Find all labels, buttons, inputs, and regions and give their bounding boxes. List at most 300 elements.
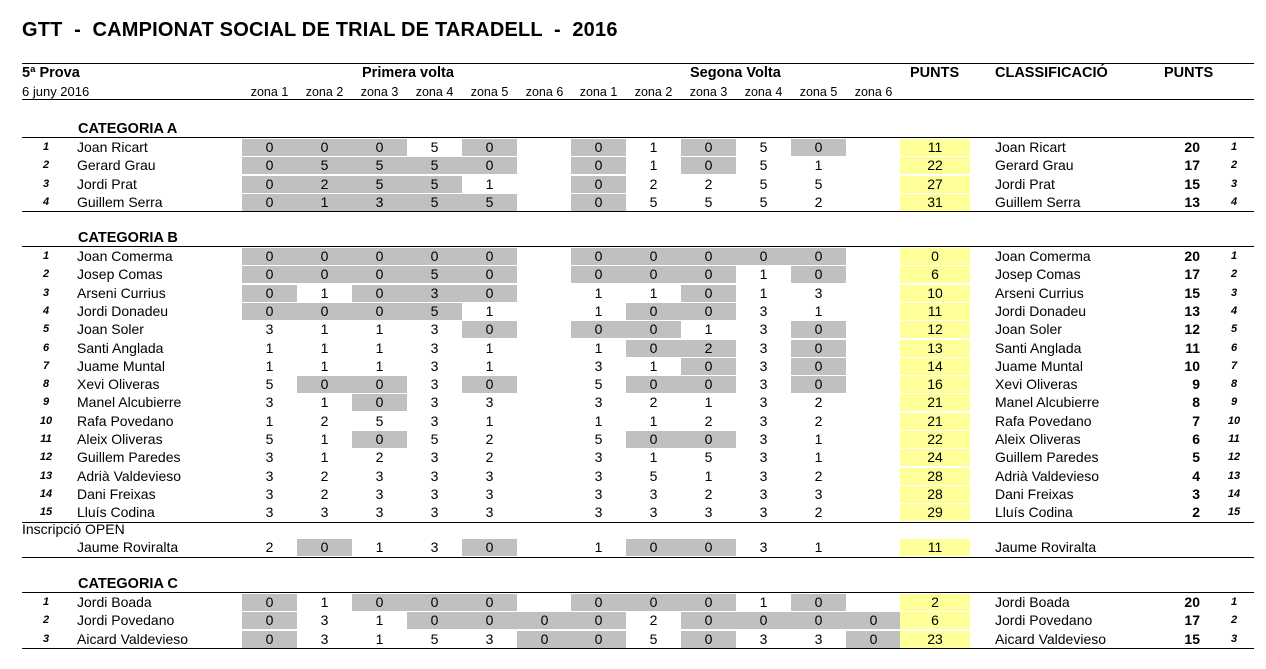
zone-score: 5 bbox=[375, 413, 384, 429]
zone-score: 3 bbox=[375, 468, 384, 484]
classification-points: 20 bbox=[1184, 594, 1200, 610]
zone-score: 1 bbox=[320, 594, 329, 610]
zone-header-2: zona 2 bbox=[305, 85, 344, 99]
zone-score bbox=[517, 431, 572, 448]
zone-score: 5 bbox=[430, 431, 439, 447]
open-label: Inscripció OPEN bbox=[22, 521, 125, 537]
zone-score: 0 bbox=[791, 266, 846, 283]
zone-score: 5 bbox=[265, 376, 274, 392]
zone-score: 0 bbox=[242, 194, 297, 211]
zone-score: 3 bbox=[265, 449, 274, 465]
zone-score: 3 bbox=[430, 504, 439, 520]
zone-score: 5 bbox=[704, 449, 713, 465]
zone-score: 3 bbox=[320, 631, 329, 647]
zone-score: 5 bbox=[649, 631, 658, 647]
zone-score: 3 bbox=[430, 539, 439, 555]
rider-name: Xevi Oliveras bbox=[77, 376, 160, 392]
zone-score: 2 bbox=[814, 468, 823, 484]
zone-score: 3 bbox=[320, 504, 329, 520]
zone-score bbox=[846, 176, 901, 193]
page-title: GTT - CAMPIONAT SOCIAL DE TRIAL DE TARADELL - 2016 bbox=[22, 19, 618, 41]
zone-score bbox=[846, 321, 901, 338]
zone-score: 3 bbox=[430, 340, 439, 356]
classification-rank: 1 bbox=[1230, 250, 1238, 262]
rider-name: Juame Muntal bbox=[77, 358, 165, 374]
zone-score: 1 bbox=[375, 612, 384, 628]
zone-score: 0 bbox=[571, 266, 626, 283]
zone-score bbox=[846, 285, 901, 302]
zone-score: 1 bbox=[649, 139, 658, 155]
rider-name: Jordi Prat bbox=[77, 176, 137, 192]
classification-name: Lluís Codina bbox=[995, 504, 1073, 520]
classification-points: 12 bbox=[1184, 321, 1200, 337]
zone-score: 0 bbox=[352, 248, 407, 265]
classification-points: 15 bbox=[1184, 631, 1200, 647]
zone-score: 1 bbox=[814, 431, 823, 447]
classification-points: 13 bbox=[1184, 303, 1200, 319]
zone-score: 1 bbox=[594, 303, 603, 319]
zone-score: 3 bbox=[759, 539, 768, 555]
zone-score: 1 bbox=[320, 285, 329, 301]
zone-score: 5 bbox=[407, 303, 462, 320]
zone-score bbox=[846, 376, 901, 393]
table-row bbox=[0, 631, 1266, 649]
classification-rank: 3 bbox=[1230, 633, 1238, 645]
zone-score: 0 bbox=[242, 157, 297, 174]
zone-score: 1 bbox=[649, 157, 658, 173]
zone-score: 5 bbox=[649, 194, 658, 210]
zone-score: 0 bbox=[681, 266, 736, 283]
rider-name: Jordi Donadeu bbox=[77, 303, 169, 319]
zone-score: 3 bbox=[265, 321, 274, 337]
rider-name: Joan Soler bbox=[77, 321, 144, 337]
zone-score bbox=[517, 594, 572, 611]
zone-score: 0 bbox=[626, 376, 681, 393]
zone-score bbox=[517, 139, 572, 156]
zone-score: 0 bbox=[242, 176, 297, 193]
classification-points: 4 bbox=[1192, 468, 1200, 484]
zone-score: 3 bbox=[430, 358, 439, 374]
zone-score: 3 bbox=[759, 431, 768, 447]
rider-number: 4 bbox=[42, 196, 50, 208]
zone-header-8: zona 2 bbox=[634, 85, 673, 99]
classification-rank: 9 bbox=[1230, 396, 1238, 408]
zone-score: 0 bbox=[571, 631, 626, 648]
zone-score: 0 bbox=[681, 539, 736, 556]
classification-rank bbox=[1222, 539, 1246, 556]
zone-score: 1 bbox=[649, 285, 658, 301]
zone-score: 3 bbox=[485, 486, 494, 502]
classification-rank: 5 bbox=[1230, 323, 1238, 335]
zone-header-10: zona 4 bbox=[744, 85, 783, 99]
zone-score: 0 bbox=[462, 139, 517, 156]
classification-name: Joan Ricart bbox=[995, 139, 1066, 155]
zone-score: 1 bbox=[375, 358, 384, 374]
rider-number: 12 bbox=[39, 451, 53, 463]
rider-number bbox=[36, 539, 56, 556]
zone-score bbox=[846, 486, 901, 503]
classification-points: 2 bbox=[1192, 504, 1200, 520]
zone-score: 0 bbox=[626, 321, 681, 338]
table-row bbox=[0, 504, 1266, 522]
zone-score: 0 bbox=[571, 139, 626, 156]
table-row bbox=[0, 594, 1266, 612]
zone-score: 0 bbox=[462, 285, 517, 302]
zone-score: 0 bbox=[791, 358, 846, 375]
rider-number: 5 bbox=[42, 323, 50, 335]
zone-score: 3 bbox=[430, 376, 439, 392]
zone-score: 1 bbox=[759, 594, 768, 610]
table-row bbox=[0, 139, 1266, 157]
classification-points: 20 bbox=[1184, 248, 1200, 264]
rider-number: 9 bbox=[42, 396, 50, 408]
classification-rank: 2 bbox=[1230, 614, 1238, 626]
zone-score: 3 bbox=[485, 394, 494, 410]
rider-number: 6 bbox=[42, 342, 50, 354]
zone-score: 0 bbox=[791, 612, 846, 629]
zone-score: 0 bbox=[352, 594, 407, 611]
zone-score: 3 bbox=[759, 631, 768, 647]
zone-score bbox=[846, 358, 901, 375]
zone-score: 2 bbox=[649, 176, 658, 192]
zone-score: 3 bbox=[759, 413, 768, 429]
classification-rank: 12 bbox=[1227, 451, 1241, 463]
classification-rank: 1 bbox=[1230, 596, 1238, 608]
zone-score: 0 bbox=[736, 612, 791, 629]
zone-score: 3 bbox=[430, 486, 439, 502]
total-points: 23 bbox=[900, 631, 970, 648]
classification-points: 5 bbox=[1192, 449, 1200, 465]
classification-rank: 14 bbox=[1227, 488, 1241, 500]
classification-name: Jaume Roviralta bbox=[995, 539, 1097, 555]
zone-score: 3 bbox=[594, 504, 603, 520]
classification-name: Josep Comas bbox=[995, 266, 1081, 282]
zone-score: 5 bbox=[430, 139, 439, 155]
rider-name: Joan Ricart bbox=[77, 139, 148, 155]
zone-score: 5 bbox=[352, 176, 407, 193]
zone-score: 0 bbox=[352, 431, 407, 448]
zone-score: 5 bbox=[352, 157, 407, 174]
zone-score: 1 bbox=[814, 157, 823, 173]
zone-score: 0 bbox=[242, 139, 297, 156]
total-points: 22 bbox=[900, 431, 970, 448]
zone-score: 0 bbox=[846, 631, 901, 648]
zone-score: 0 bbox=[297, 266, 352, 283]
classification-rank: 6 bbox=[1230, 342, 1238, 354]
classification-name: Adrià Valdevieso bbox=[995, 468, 1100, 484]
zone-score bbox=[846, 431, 901, 448]
classification-points: 13 bbox=[1184, 194, 1200, 210]
zone-score: 5 bbox=[759, 194, 768, 210]
zone-score: 2 bbox=[814, 194, 823, 210]
classification-rank: 4 bbox=[1230, 196, 1238, 208]
rider-name: Arseni Currius bbox=[77, 285, 166, 301]
zone-score bbox=[517, 285, 572, 302]
zone-score: 1 bbox=[649, 449, 658, 465]
zone-score: 0 bbox=[571, 176, 626, 193]
zone-score: 3 bbox=[759, 340, 768, 356]
zone-score: 1 bbox=[594, 285, 603, 301]
zone-header-11: zona 5 bbox=[799, 85, 838, 99]
total-points: 29 bbox=[900, 504, 970, 521]
zone-score: 0 bbox=[626, 340, 681, 357]
classification-points: 17 bbox=[1184, 157, 1200, 173]
zone-score: 5 bbox=[594, 431, 603, 447]
zone-score: 0 bbox=[681, 303, 736, 320]
zone-score: 0 bbox=[681, 431, 736, 448]
zone-score: 0 bbox=[462, 612, 517, 629]
zone-score: 0 bbox=[462, 594, 517, 611]
table-row bbox=[0, 176, 1266, 194]
zone-score: 3 bbox=[594, 358, 603, 374]
zone-score: 0 bbox=[242, 303, 297, 320]
zone-score: 1 bbox=[320, 358, 329, 374]
zone-header-4: zona 4 bbox=[415, 85, 454, 99]
classification-name: Joan Soler bbox=[995, 321, 1062, 337]
zone-score: 0 bbox=[681, 358, 736, 375]
category-rule bbox=[22, 246, 1254, 247]
zone-score: 3 bbox=[814, 631, 823, 647]
classification-rank: 2 bbox=[1230, 268, 1238, 280]
total-points: 21 bbox=[900, 394, 970, 411]
rider-number: 3 bbox=[42, 287, 50, 299]
zone-score: 2 bbox=[681, 340, 736, 357]
zone-score: 3 bbox=[759, 394, 768, 410]
zone-score bbox=[846, 394, 901, 411]
classification-name: Gerard Grau bbox=[995, 157, 1074, 173]
zone-score: 5 bbox=[759, 176, 768, 192]
rider-name: Aicard Valdevieso bbox=[77, 631, 189, 647]
zone-score: 0 bbox=[462, 248, 517, 265]
rider-name: Adrià Valdevieso bbox=[77, 468, 182, 484]
total-points: 11 bbox=[900, 303, 970, 320]
zone-score: 3 bbox=[594, 449, 603, 465]
rider-number: 8 bbox=[42, 378, 50, 390]
zone-score: 3 bbox=[759, 468, 768, 484]
category-end-rule bbox=[22, 648, 1254, 649]
classification-name: Guillem Serra bbox=[995, 194, 1081, 210]
zone-score: 0 bbox=[681, 631, 736, 648]
zone-score: 0 bbox=[626, 431, 681, 448]
category-end-rule bbox=[22, 211, 1254, 212]
zone-score bbox=[517, 266, 572, 283]
zone-score: 0 bbox=[846, 612, 901, 629]
zone-score bbox=[517, 486, 572, 503]
zone-score: 5 bbox=[462, 194, 517, 211]
classification-rank: 3 bbox=[1230, 178, 1238, 190]
zone-score: 0 bbox=[352, 139, 407, 156]
zone-score bbox=[846, 468, 901, 485]
zone-score: 0 bbox=[571, 194, 626, 211]
rider-name: Guillem Serra bbox=[77, 194, 163, 210]
date-label: 6 juny 2016 bbox=[22, 84, 90, 99]
zone-score: 3 bbox=[407, 285, 462, 302]
zone-score: 3 bbox=[594, 394, 603, 410]
rider-number: 1 bbox=[42, 250, 50, 262]
classification-name: Guillem Paredes bbox=[995, 449, 1099, 465]
rider-name: Lluís Codina bbox=[77, 504, 155, 520]
zone-score: 3 bbox=[759, 321, 768, 337]
rider-name: Guillem Paredes bbox=[77, 449, 181, 465]
zone-score: 1 bbox=[320, 394, 329, 410]
zone-score: 5 bbox=[649, 468, 658, 484]
zone-score bbox=[517, 394, 572, 411]
classification-rank: 13 bbox=[1227, 470, 1241, 482]
zone-score: 0 bbox=[681, 139, 736, 156]
rider-name: Jordi Boada bbox=[77, 594, 152, 610]
table-row bbox=[0, 413, 1266, 431]
zone-score: 1 bbox=[485, 303, 494, 319]
classification-points: 3 bbox=[1192, 486, 1200, 502]
zone-score: 0 bbox=[791, 376, 846, 393]
rider-name: Aleix Oliveras bbox=[77, 431, 163, 447]
rider-number: 1 bbox=[42, 141, 50, 153]
zone-score: 3 bbox=[265, 504, 274, 520]
zone-score: 0 bbox=[297, 303, 352, 320]
zone-score bbox=[517, 157, 572, 174]
rider-number: 7 bbox=[42, 360, 50, 372]
classification-name: Jordi Povedano bbox=[995, 612, 1093, 628]
zone-score: 2 bbox=[485, 431, 494, 447]
total-points: 21 bbox=[900, 413, 970, 430]
zone-score: 0 bbox=[791, 321, 846, 338]
zone-score: 3 bbox=[375, 486, 384, 502]
zone-header-7: zona 1 bbox=[579, 85, 618, 99]
rider-number: 1 bbox=[42, 596, 50, 608]
zone-score: 0 bbox=[242, 631, 297, 648]
zone-score: 3 bbox=[265, 486, 274, 502]
total-points: 16 bbox=[900, 376, 970, 393]
classification-name: Rafa Povedano bbox=[995, 413, 1092, 429]
classification-name: Joan Comerma bbox=[995, 248, 1091, 264]
zone-score: 0 bbox=[791, 340, 846, 357]
classification-points bbox=[1160, 539, 1200, 556]
zone-score bbox=[846, 157, 901, 174]
classification-points: 9 bbox=[1192, 376, 1200, 392]
zone-score: 1 bbox=[594, 539, 603, 555]
category-rule bbox=[22, 592, 1254, 593]
punts-header: PUNTS bbox=[910, 65, 960, 81]
total-points: 24 bbox=[900, 449, 970, 466]
zone-score: 1 bbox=[649, 358, 658, 374]
classification-points: 15 bbox=[1184, 176, 1200, 192]
zone-score: 3 bbox=[594, 468, 603, 484]
category-title: CATEGORIA B bbox=[78, 230, 178, 246]
zone-score: 1 bbox=[320, 321, 329, 337]
zone-score: 3 bbox=[814, 285, 823, 301]
zone-score: 0 bbox=[297, 539, 352, 556]
classification-rank: 8 bbox=[1230, 378, 1238, 390]
zone-score bbox=[846, 303, 901, 320]
zone-score: 0 bbox=[681, 376, 736, 393]
classification-points: 10 bbox=[1184, 358, 1200, 374]
zone-score bbox=[517, 539, 572, 556]
zone-score bbox=[846, 449, 901, 466]
zone-score: 5 bbox=[704, 194, 713, 210]
zone-score: 1 bbox=[814, 449, 823, 465]
category-end-rule bbox=[22, 522, 1254, 523]
zone-score: 0 bbox=[407, 612, 462, 629]
zone-score: 5 bbox=[297, 157, 352, 174]
zone-score: 1 bbox=[649, 413, 658, 429]
total-points: 14 bbox=[900, 358, 970, 375]
zone-score: 1 bbox=[814, 303, 823, 319]
zone-score bbox=[517, 449, 572, 466]
zone-score: 3 bbox=[814, 486, 823, 502]
zone-score bbox=[846, 248, 901, 265]
zone-score: 2 bbox=[649, 612, 658, 628]
zone-score bbox=[517, 504, 572, 521]
category-title: CATEGORIA A bbox=[78, 121, 178, 137]
classification-points: 7 bbox=[1192, 413, 1200, 429]
zone-score: 0 bbox=[352, 285, 407, 302]
total-points: 6 bbox=[900, 266, 970, 283]
zone-score: 0 bbox=[626, 594, 681, 611]
zone-score: 3 bbox=[759, 504, 768, 520]
prova-label: 5ª Prova bbox=[22, 65, 80, 81]
total-points: 27 bbox=[900, 176, 970, 193]
zone-score: 0 bbox=[352, 376, 407, 393]
zone-score: 0 bbox=[791, 248, 846, 265]
classification-points: 17 bbox=[1184, 266, 1200, 282]
classification-name: Aleix Oliveras bbox=[995, 431, 1081, 447]
classification-rank: 2 bbox=[1230, 159, 1238, 171]
table-row bbox=[0, 157, 1266, 175]
zone-score bbox=[517, 303, 572, 320]
zone-score: 1 bbox=[375, 340, 384, 356]
zone-score: 3 bbox=[594, 486, 603, 502]
zone-score bbox=[517, 468, 572, 485]
classification-rank: 3 bbox=[1230, 287, 1238, 299]
zone-score: 3 bbox=[759, 303, 768, 319]
table-row bbox=[0, 468, 1266, 486]
total-points: 11 bbox=[900, 539, 970, 556]
zone-header-3: zona 3 bbox=[360, 85, 399, 99]
zone-score: 3 bbox=[430, 394, 439, 410]
total-points: 6 bbox=[900, 612, 970, 629]
classification-points: 15 bbox=[1184, 285, 1200, 301]
zone-score: 2 bbox=[297, 176, 352, 193]
classification-name: Aicard Valdevieso bbox=[995, 631, 1107, 647]
zone-score: 5 bbox=[814, 176, 823, 192]
classification-name: Juame Muntal bbox=[995, 358, 1083, 374]
classification-points: 8 bbox=[1192, 394, 1200, 410]
zone-score bbox=[517, 176, 572, 193]
zone-score: 2 bbox=[704, 486, 713, 502]
zone-score: 3 bbox=[759, 358, 768, 374]
zone-score bbox=[846, 340, 901, 357]
classification-name: Arseni Currius bbox=[995, 285, 1084, 301]
rider-name: Jaume Roviralta bbox=[77, 539, 179, 555]
zone-score: 0 bbox=[626, 266, 681, 283]
zone-score: 0 bbox=[626, 539, 681, 556]
zone-score: 0 bbox=[462, 157, 517, 174]
classification-points: 17 bbox=[1184, 612, 1200, 628]
total-points: 28 bbox=[900, 486, 970, 503]
zone-score bbox=[846, 594, 901, 611]
table-row bbox=[0, 248, 1266, 266]
category-rule bbox=[22, 137, 1254, 138]
zone-header-9: zona 3 bbox=[689, 85, 728, 99]
zone-score: 0 bbox=[407, 594, 462, 611]
zone-score: 3 bbox=[759, 376, 768, 392]
zone-score: 0 bbox=[571, 321, 626, 338]
rider-name: Gerard Grau bbox=[77, 157, 156, 173]
zone-score: 3 bbox=[649, 504, 658, 520]
classification-rank: 4 bbox=[1230, 305, 1238, 317]
zone-score bbox=[846, 413, 901, 430]
zone-score: 0 bbox=[571, 248, 626, 265]
